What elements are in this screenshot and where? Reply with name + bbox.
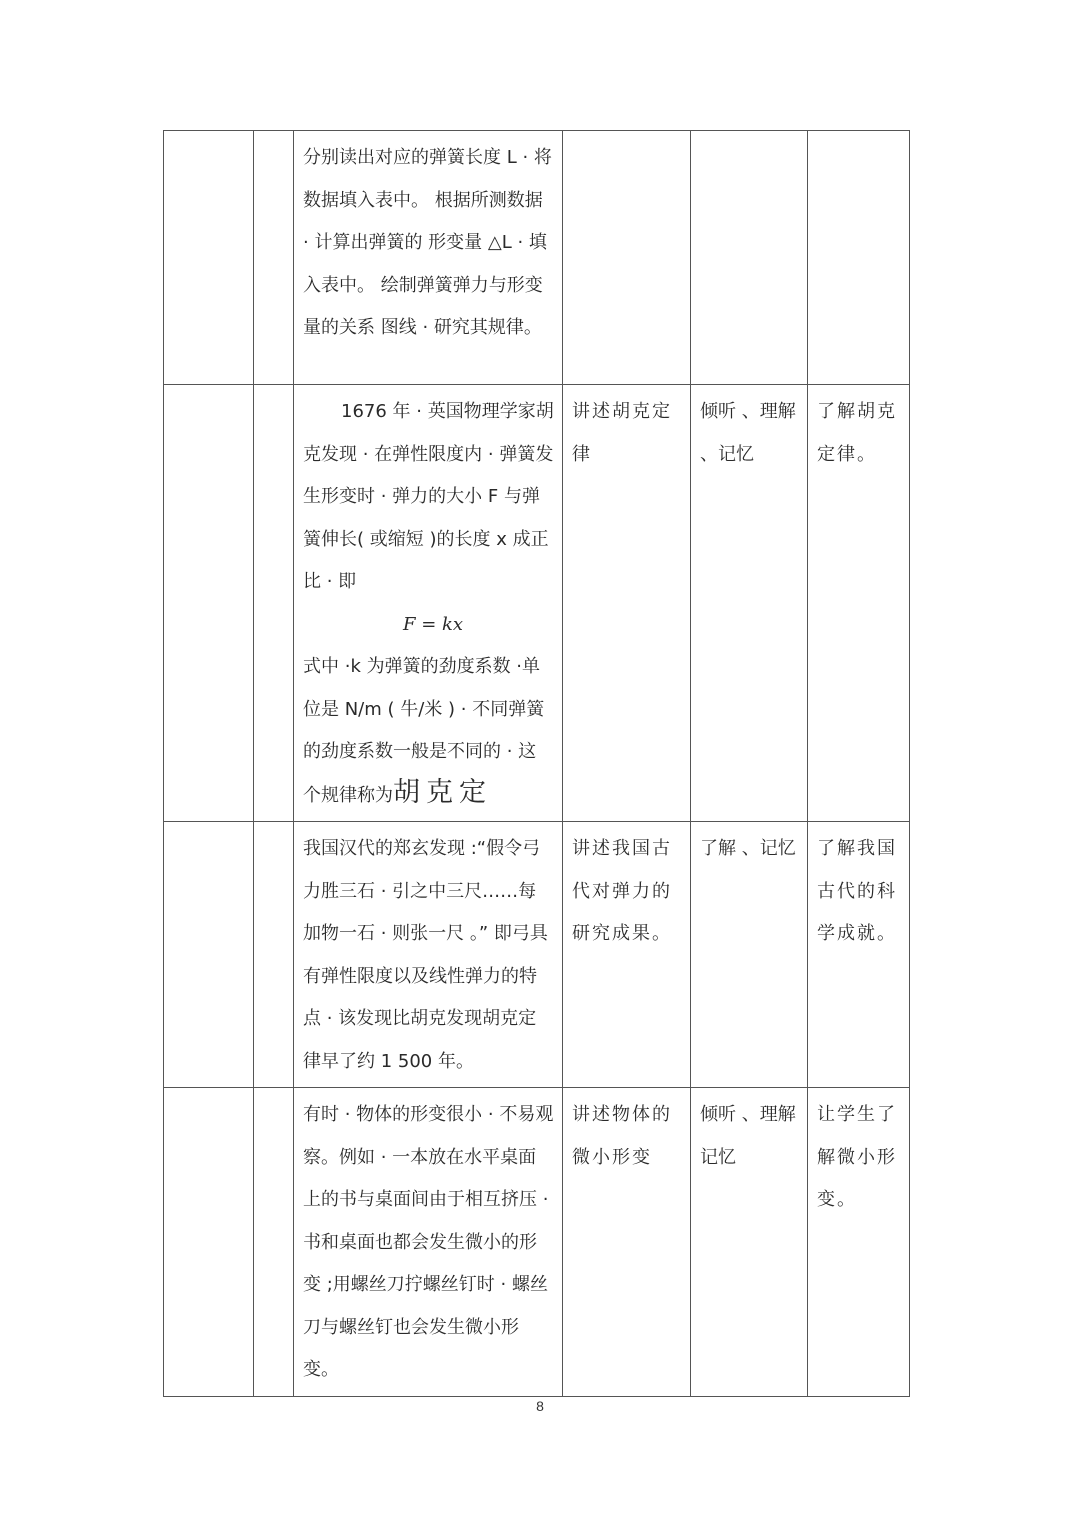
- lesson-plan-table: [163, 130, 910, 1397]
- table-row: [164, 822, 910, 1088]
- table-cell-empty: [254, 131, 294, 385]
- hooke-formula: F = kx: [403, 613, 464, 635]
- teacher-activity-cell: 讲述我国古代对弹力的研究成果。: [563, 822, 691, 1088]
- teacher-activity-cell: [563, 131, 691, 385]
- table-cell-empty: [254, 822, 294, 1088]
- table-row: [164, 131, 910, 385]
- table-cell-empty: [164, 822, 254, 1088]
- teacher-activity-cell: 讲述物体的微小形变: [563, 1088, 691, 1397]
- content-cell: [294, 385, 563, 822]
- table-cell-empty: [164, 385, 254, 822]
- content-cell: 有时 · 物体的形变很小 · 不易观察。例如 · 一本放在水平桌面上的书与桌面间由于相互挤压 · 书和桌面也都会发生微小的形变 ;用螺丝刀拧螺丝钉时 · 螺丝刀与螺丝钉也会发生微小形变。: [294, 1088, 563, 1397]
- design-intent-cell: 了解我国古代的科学成就。: [808, 822, 910, 1088]
- student-activity-cell: 倾听 、理解 、记忆: [691, 385, 808, 822]
- hooke-law-name: 胡克定: [393, 776, 492, 808]
- content-cell: 我国汉代的郑玄发现 :“假令弓力胜三石 · 引之中三尺……每加物一石 · 则张一尺 。” 即弓具有弹性限度以及线性弹力的特点 · 该发现比胡克发现胡克定律早了约 1 500 年。: [294, 822, 563, 1088]
- content-cell: 分别读出对应的弹簧长度 L · 将数据填入表中。 根据所测数据 · 计算出弹簧的 形变量 △L · 填入表中。 绘制弹簧弹力与形变量的关系 图线 · 研究其规律。: [294, 131, 563, 385]
- table-cell-empty: [164, 131, 254, 385]
- hooke-intro-text: 1676 年 · 英国物理学家胡克发现 · 在弹性限度内 · 弹簧发生形变时 · 弹力的大小 F 与弹簧伸长( 或缩短 )的长度 x 成正比 · 即: [303, 401, 554, 592]
- table-row: [164, 385, 910, 822]
- design-intent-cell: 了解胡克定律。: [808, 385, 910, 822]
- page-number: 8: [536, 1398, 544, 1414]
- teacher-activity-cell: 讲述胡克定律: [563, 385, 691, 822]
- table-cell-empty: [254, 385, 294, 822]
- student-activity-cell: 了解 、记忆: [691, 822, 808, 1088]
- table-row: [164, 1088, 910, 1397]
- design-intent-cell: [808, 131, 910, 385]
- student-activity-cell: [691, 131, 808, 385]
- table-cell-empty: [164, 1088, 254, 1397]
- student-activity-cell: 倾听 、理解 记忆: [691, 1088, 808, 1397]
- hooke-explanation-text: 式中 ·k 为弹簧的劲度系数 ·单位是 N/m ( 牛/米 ) · 不同弹簧的劲度系数一般是不同的 · 这个规律称为: [303, 656, 545, 806]
- table-cell-empty: [254, 1088, 294, 1397]
- design-intent-cell: 让学生了解微小形变。: [808, 1088, 910, 1397]
